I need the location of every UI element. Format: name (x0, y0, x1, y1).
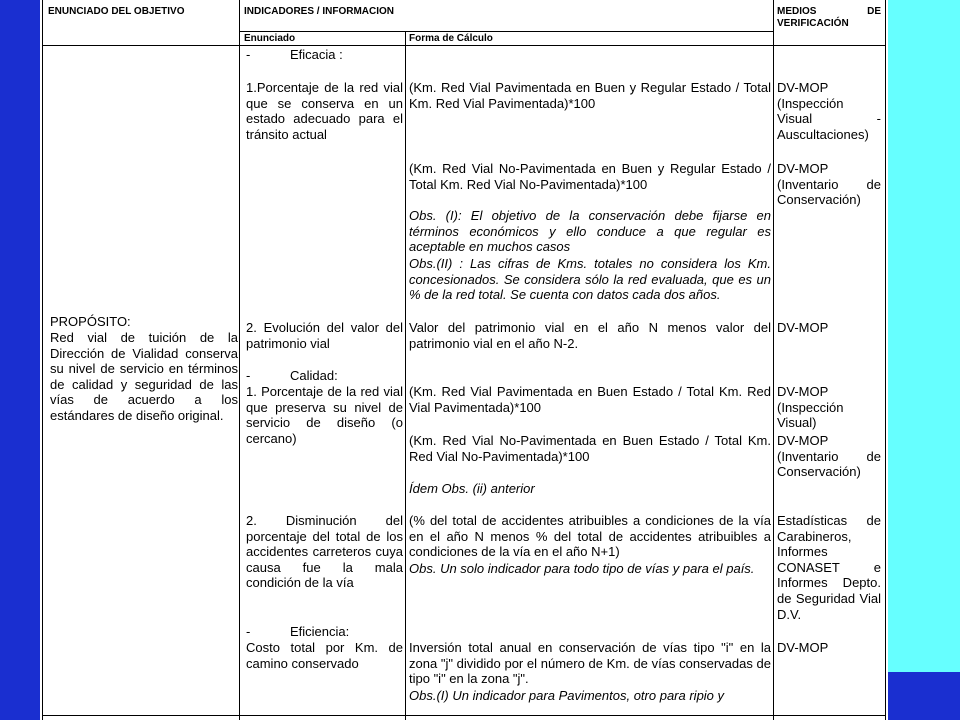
eficacia-dash: - (246, 47, 251, 62)
right-background-band (888, 0, 960, 672)
eficiencia-calc-1: Inversión total anual en conservación de vías tipo "i" en la zona "j" dividido por el número de Km. de vías conservadas de tipo "i" en la zona "j". (409, 640, 771, 687)
column-divider-2 (405, 31, 406, 720)
header-bottom-line (42, 45, 886, 46)
calidad-calc-1a: (Km. Red Vial Pavimentada en Buen Estado / Total Km. Red Vial Pavimentada)*100 (409, 384, 771, 415)
calidad-medio-2: Estadísticas de Carabineros, Informes CONASET e Informes Depto. de Seguridad Vial D.V. (777, 513, 881, 622)
objectives-table (40, 0, 888, 720)
header-medios (777, 6, 881, 18)
table-bottom-line (42, 715, 886, 716)
eficacia-calc-2: Valor del patrimonio vial en el año N menos valor del patrimonio vial en el año N-2. (409, 320, 771, 351)
eficacia-medio-1a: DV-MOP (Inspección Visual - Auscultaciones) (777, 80, 881, 142)
proposito-title: PROPÓSITO: (50, 314, 131, 329)
header-objetivo: ENUNCIADO DEL OBJETIVO (48, 6, 185, 17)
table-border-left (42, 0, 43, 720)
eficacia-heading: Eficacia : (290, 47, 343, 62)
eficiencia-heading: Eficiencia: (290, 624, 350, 639)
calidad-heading: Calidad: (290, 368, 338, 383)
proposito-text: Red vial de tuición de la Dirección de Vialidad conserva su nivel de servicio en términos de calidad y seguridad de las vías de acuerdo a los estándares de diseño original. (50, 330, 238, 423)
header-medios-word: MEDIOS (777, 6, 817, 17)
eficacia-obs-2: Obs.(II) : Las cifras de Kms. totales no considera los Km. concesionados. Se considera sólo la red evaluada, que es un % de la red total. Se cuenta con datos cada dos años. (409, 256, 771, 303)
eficacia-medio-2: DV-MOP (777, 320, 829, 335)
column-divider-3 (773, 0, 774, 720)
calidad-calc-2: (% del total de accidentes atribuibles a condiciones de la vía en el año N menos % del total de accidentes atribuibles a condiciones de la vía en el año N+1) (409, 513, 771, 560)
header-medios-de: DE (867, 6, 881, 17)
eficiencia-obs: Obs.(I) Un indicador para Pavimentos, otro para ripio y (409, 688, 725, 703)
calidad-obs: Ídem Obs. (ii) anterior (409, 481, 535, 496)
eficacia-calc-1b: (Km. Red Vial No-Pavimentada en Buen y Regular Estado / Total Km. Red Vial No-Pavimentada)*100 (409, 161, 771, 192)
header-indicadores: INDICADORES / INFORMACION (244, 6, 394, 17)
calidad-indicator-1: 1. Porcentaje de la red vial que preserva su nivel de servicio de diseño (o cercano) (246, 384, 403, 446)
calidad-calc-1b: (Km. Red Vial No-Pavimentada en Buen Estado / Total Km. Red Vial No-Pavimentada)*100 (409, 433, 771, 464)
eficacia-indicator-2: 2. Evolución del valor del patrimonio vial (246, 320, 403, 351)
table-border-right (885, 0, 886, 720)
header-subrow-line (239, 31, 773, 32)
eficiencia-indicator-1: Costo total por Km. de camino conservado (246, 640, 403, 671)
eficacia-medio-1b: DV-MOP (Inventario de Conservación) (777, 161, 881, 208)
header-forma-calculo: Forma de Cálculo (409, 33, 493, 44)
header-verificacion: VERIFICACIÓN (777, 18, 849, 29)
eficacia-obs-1: Obs. (I): El objetivo de la conservación debe fijarse en términos económicos y ello conduce a que regular es aceptable en muchos casos (409, 208, 771, 255)
eficiencia-dash: - (246, 624, 251, 639)
eficacia-indicator-1: 1.Porcentaje de la red vial que se conserva en un estado adecuado para el tránsito actual (246, 80, 403, 142)
column-divider-1 (239, 0, 240, 720)
header-enunciado: Enunciado (244, 33, 296, 44)
calidad-medio-1a: DV-MOP (Inspección Visual) (777, 384, 844, 431)
eficacia-calc-1a: (Km. Red Vial Pavimentada en Buen y Regular Estado / Total Km. Red Vial Pavimentada)*100 (409, 80, 771, 111)
eficiencia-medio-1: DV-MOP (777, 640, 829, 655)
calidad-obs-2: Obs. Un solo indicador para todo tipo de vías y para el país. (409, 561, 755, 576)
calidad-dash: - (246, 368, 251, 383)
calidad-medio-1b: DV-MOP (Inventario de Conservación) (777, 433, 881, 480)
calidad-indicator-2: 2. Disminución del porcentaje del total de los accidentes carreteros cuya causa fue la mala condición de la vía (246, 513, 403, 591)
left-background-band (0, 0, 40, 720)
